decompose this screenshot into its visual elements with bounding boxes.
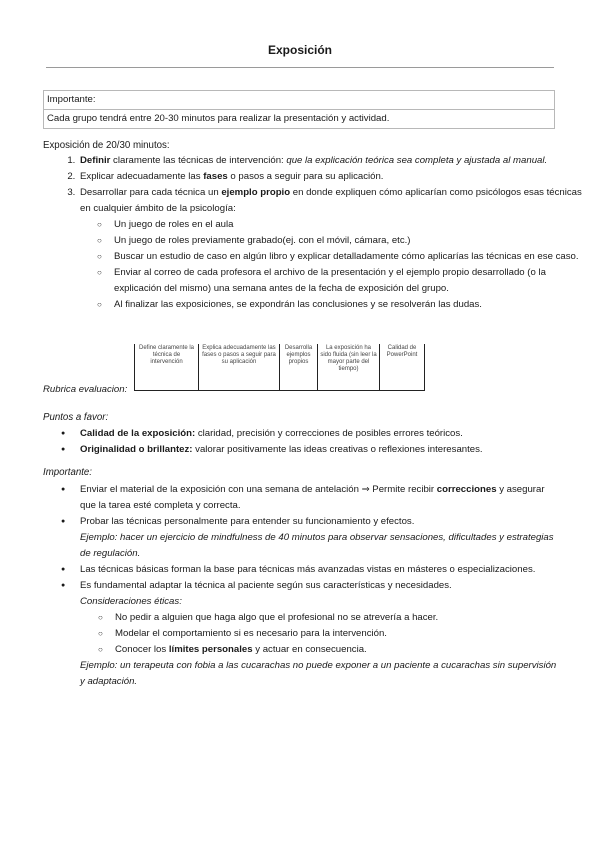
important-item bbox=[43, 514, 558, 562]
rubric-cell: La exposición ha sido fluida (sin leer la mayor parte del tiempo) bbox=[318, 344, 380, 391]
ethics-list bbox=[80, 610, 558, 658]
title-divider bbox=[46, 67, 554, 68]
sub-item: ○ Un juego de roles previamente grabado(ej. con el móvil, cámara, etc.) bbox=[97, 233, 593, 249]
step-explain-text-a: Explicar adecuadamente las bbox=[80, 171, 204, 182]
step-define-italic: que la explicación teórica sea completa y ajustada al manual. bbox=[286, 155, 548, 166]
important-example: Ejemplo: hacer un ejercicio de mindfulness de 40 minutos para observar sensaciones, dificultades y estrategias de regulación. bbox=[80, 532, 554, 559]
rubric-cell: Desarrolla ejemplos propios bbox=[280, 344, 318, 391]
important-item: ● Las técnicas básicas forman la base para técnicas más avanzadas vistas en másteres o especializaciones. bbox=[43, 562, 558, 578]
page-title: Exposición bbox=[267, 43, 332, 57]
step-develop-text-b: en donde expliquen cómo aplicarían como psicólogos esas técnicas en cualquier ámbito de la psicología: bbox=[80, 187, 582, 214]
ethics-heading: Consideraciones éticas: bbox=[80, 596, 182, 607]
step-explain-bold: fases bbox=[203, 171, 228, 182]
ethics-item-text-b: y actuar en consecuencia. bbox=[252, 644, 367, 655]
rubric-cell: Calidad de PowerPoint bbox=[380, 344, 425, 391]
ethics-item-bold: límites personales bbox=[168, 644, 253, 655]
step-develop-bold: ejemplo propio bbox=[221, 187, 291, 198]
favor-item bbox=[43, 426, 558, 442]
sub-item: ○ Enviar al correo de cada profesora el archivo de la presentación y el ejemplo propio desarrollado (o la explicación del mismo) una semana antes de la fecha de exposición del grupo. bbox=[97, 265, 593, 297]
ethics-item-text-a: Conocer los bbox=[115, 644, 169, 655]
favor-item-text: valorar positivamente las ideas creativas o reflexiones interesantes. bbox=[192, 444, 483, 455]
ethics-item: ○ No pedir a alguien que haga algo que el profesional no se atrevería a hacer. bbox=[98, 610, 558, 626]
important-item-text: Probar las técnicas personalmente para entender su funcionamiento y efectos. bbox=[80, 516, 415, 527]
rubric-cell: Define claramente la técnica de intervención bbox=[135, 344, 199, 391]
important-callout-header: Importante: bbox=[44, 91, 554, 110]
rubric-label: Rubrica evaluacion: bbox=[43, 384, 128, 395]
favor-item bbox=[43, 442, 558, 458]
important-heading: Importante: bbox=[43, 467, 93, 478]
important-callout-text: Cada grupo tendrá entre 20-30 minutos para realizar la presentación y actividad. bbox=[47, 113, 390, 124]
step-explain bbox=[78, 169, 593, 185]
ethics-item bbox=[98, 642, 558, 658]
intro-text: Exposición de 20/30 minutos: bbox=[43, 140, 170, 151]
important-item-text: Es fundamental adaptar la técnica al paciente según sus características y necesidades. bbox=[80, 580, 452, 591]
sub-item: ○ Un juego de roles en el aula bbox=[97, 217, 593, 233]
ethics-item: ○ Modelar el comportamiento si es necesario para la intervención. bbox=[98, 626, 558, 642]
step-develop-sublist bbox=[80, 217, 593, 313]
important-item-text-b: y asegurar que la tarea esté completa y correcta. bbox=[80, 484, 545, 511]
favor-heading: Puntos a favor: bbox=[43, 412, 109, 423]
steps-list bbox=[43, 153, 593, 313]
important-item bbox=[43, 482, 558, 514]
step-develop bbox=[78, 185, 593, 313]
favor-item-bold: Originalidad o brillantez: bbox=[80, 444, 193, 455]
final-example: Ejemplo: un terapeuta con fobia a las cucarachas no puede exponer a un paciente a cucarachas sin supervisión y adaptación. bbox=[80, 660, 557, 687]
rubric-table bbox=[134, 344, 425, 391]
sub-item: ○ Al finalizar las exposiciones, se expondrán las conclusiones y se resolverán las dudas. bbox=[97, 297, 593, 313]
favor-list bbox=[43, 426, 558, 458]
favor-item-text: claridad, precisión y correcciones de posibles errores teóricos. bbox=[195, 428, 463, 439]
important-item-bold: correcciones bbox=[436, 484, 497, 495]
step-define bbox=[78, 153, 593, 169]
step-define-text: claramente las técnicas de intervención: bbox=[110, 155, 287, 166]
step-define-bold: Definir bbox=[80, 155, 111, 166]
important-list bbox=[43, 482, 558, 690]
important-callout-box bbox=[43, 90, 555, 129]
important-item bbox=[43, 578, 558, 690]
important-item-text-a: Enviar el material de la exposición con una semana de antelación ⇒ Permite recibir bbox=[80, 484, 437, 495]
step-develop-text-a: Desarrollar para cada técnica un bbox=[80, 187, 222, 198]
favor-item-bold: Calidad de la exposición: bbox=[80, 428, 196, 439]
rubric-cell: Explica adecuadamente las fases o pasos a seguir para su aplicación bbox=[199, 344, 280, 391]
sub-item: ○ Buscar un estudio de caso en algún libro y explicar detalladamente cómo aplicarías las técnicas en ese caso. bbox=[97, 249, 593, 265]
step-explain-text-b: o pasos a seguir para su aplicación. bbox=[227, 171, 384, 182]
